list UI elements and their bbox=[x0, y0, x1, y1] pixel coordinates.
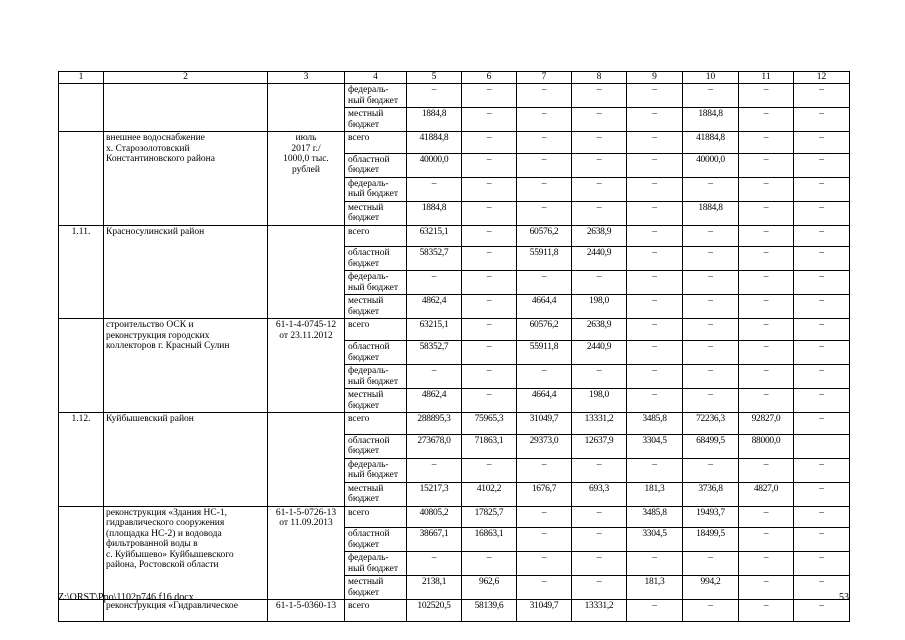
amount-cell: – bbox=[462, 319, 517, 341]
amount-cell: 2638,9 bbox=[572, 225, 627, 247]
funding-source-cell: областной бюджет bbox=[345, 528, 407, 552]
amount-cell: – bbox=[739, 177, 794, 201]
amount-cell: 60576,2 bbox=[517, 225, 572, 247]
amount-cell: – bbox=[627, 600, 683, 622]
amount-cell: – bbox=[739, 84, 794, 108]
column-number-9: 9 bbox=[627, 72, 683, 84]
amount-cell: – bbox=[462, 132, 517, 154]
document-details-cell: 61-1-5-0726-13 от 11.09.2013 bbox=[268, 506, 345, 600]
amount-cell: – bbox=[739, 600, 794, 622]
amount-cell: – bbox=[572, 506, 627, 528]
amount-cell: – bbox=[462, 225, 517, 247]
amount-cell: 63215,1 bbox=[407, 225, 462, 247]
document-details-cell: 61-1-4-0745-12 от 23.11.2012 bbox=[268, 319, 345, 413]
amount-cell: – bbox=[627, 132, 683, 154]
amount-cell: – bbox=[517, 84, 572, 108]
amount-cell: 71863,1 bbox=[462, 434, 517, 458]
amount-cell: 2440,9 bbox=[572, 247, 627, 271]
amount-cell: – bbox=[794, 84, 850, 108]
funding-source-cell: всего bbox=[345, 319, 407, 341]
object-name-cell: Куйбышевский район bbox=[104, 413, 268, 507]
section-number-cell: 1.11. bbox=[59, 225, 104, 319]
amount-cell: 92827,0 bbox=[739, 413, 794, 435]
amount-cell: – bbox=[794, 153, 850, 177]
amount-cell: – bbox=[794, 132, 850, 154]
amount-cell: 60576,2 bbox=[517, 319, 572, 341]
object-name-cell: внешнее водоснабжение х. Старозолотовский Константиновского района bbox=[104, 132, 268, 226]
amount-cell: – bbox=[794, 482, 850, 506]
amount-cell: – bbox=[794, 177, 850, 201]
amount-cell: – bbox=[794, 319, 850, 341]
funding-source-cell: местный бюджет bbox=[345, 201, 407, 225]
amount-cell: 41884,8 bbox=[407, 132, 462, 154]
amount-cell: – bbox=[462, 389, 517, 413]
funding-source-cell: всего bbox=[345, 506, 407, 528]
amount-cell: 102520,5 bbox=[407, 600, 462, 622]
table-row bbox=[59, 506, 850, 528]
amount-cell: 3304,5 bbox=[627, 528, 683, 552]
section-number-cell bbox=[59, 84, 104, 132]
amount-cell: 3485,8 bbox=[627, 413, 683, 435]
amount-cell: – bbox=[739, 458, 794, 482]
amount-cell: – bbox=[794, 341, 850, 365]
amount-cell: 2440,9 bbox=[572, 341, 627, 365]
amount-cell: – bbox=[794, 201, 850, 225]
column-number-11: 11 bbox=[739, 72, 794, 84]
amount-cell: – bbox=[572, 458, 627, 482]
section-number-cell: 1.12. bbox=[59, 413, 104, 507]
column-number-10: 10 bbox=[683, 72, 739, 84]
document-details-cell: июль 2017 г./ 1000,0 тыс. рублей bbox=[268, 132, 345, 226]
amount-cell: 962,6 bbox=[462, 576, 517, 600]
amount-cell: – bbox=[572, 132, 627, 154]
amount-cell: 288895,3 bbox=[407, 413, 462, 435]
column-number-8: 8 bbox=[572, 72, 627, 84]
document-details-cell bbox=[268, 413, 345, 507]
amount-cell: – bbox=[572, 201, 627, 225]
amount-cell: – bbox=[627, 108, 683, 132]
table-row bbox=[59, 413, 850, 435]
amount-cell: 12637,9 bbox=[572, 434, 627, 458]
amount-cell: 38667,1 bbox=[407, 528, 462, 552]
amount-cell: 31049,7 bbox=[517, 413, 572, 435]
amount-cell: – bbox=[683, 389, 739, 413]
funding-source-cell: всего bbox=[345, 132, 407, 154]
amount-cell: – bbox=[462, 295, 517, 319]
amount-cell: – bbox=[572, 177, 627, 201]
amount-cell: – bbox=[572, 365, 627, 389]
column-number-1: 1 bbox=[59, 72, 104, 84]
table-body bbox=[59, 84, 850, 622]
amount-cell: 273678,0 bbox=[407, 434, 462, 458]
amount-cell: – bbox=[407, 84, 462, 108]
amount-cell: 58352,7 bbox=[407, 247, 462, 271]
amount-cell: – bbox=[683, 177, 739, 201]
amount-cell: – bbox=[517, 552, 572, 576]
amount-cell: – bbox=[739, 225, 794, 247]
page-number: 53 bbox=[839, 592, 849, 603]
amount-cell: 13331,2 bbox=[572, 413, 627, 435]
section-number-cell bbox=[59, 506, 104, 600]
amount-cell: – bbox=[683, 295, 739, 319]
object-name-cell bbox=[104, 84, 268, 132]
amount-cell: 41884,8 bbox=[683, 132, 739, 154]
amount-cell: – bbox=[517, 108, 572, 132]
amount-cell: 2638,9 bbox=[572, 319, 627, 341]
table-row bbox=[59, 132, 850, 154]
amount-cell: 4862,4 bbox=[407, 389, 462, 413]
amount-cell: 1884,8 bbox=[407, 108, 462, 132]
amount-cell: 17825,7 bbox=[462, 506, 517, 528]
amount-cell: – bbox=[739, 295, 794, 319]
amount-cell: – bbox=[407, 458, 462, 482]
amount-cell: – bbox=[739, 576, 794, 600]
amount-cell: 181,3 bbox=[627, 482, 683, 506]
amount-cell: – bbox=[517, 458, 572, 482]
table-row bbox=[59, 84, 850, 108]
table-row bbox=[59, 225, 850, 247]
amount-cell: – bbox=[627, 177, 683, 201]
amount-cell: – bbox=[627, 153, 683, 177]
amount-cell: 4664,4 bbox=[517, 295, 572, 319]
amount-cell: – bbox=[794, 528, 850, 552]
object-name-cell: реконструкция «Гидравлическое bbox=[104, 600, 268, 622]
funding-source-cell: областной бюджет bbox=[345, 341, 407, 365]
funding-source-cell: федераль- ный бюджет bbox=[345, 84, 407, 108]
table-row bbox=[59, 319, 850, 341]
amount-cell: 68499,5 bbox=[683, 434, 739, 458]
amount-cell: 2138,1 bbox=[407, 576, 462, 600]
amount-cell: – bbox=[794, 413, 850, 435]
amount-cell: – bbox=[462, 177, 517, 201]
amount-cell: 1676,7 bbox=[517, 482, 572, 506]
amount-cell: – bbox=[739, 552, 794, 576]
amount-cell: – bbox=[407, 177, 462, 201]
object-name-cell: реконструкция «Здания НС-1, гидравлического сооружения (площадка НС-2) и водовода фильтрованной воды в с. Куйбышево» Куйбышевского района, Ростовской области bbox=[104, 506, 268, 600]
budget-table bbox=[58, 71, 850, 622]
funding-source-cell: федераль- ный бюджет bbox=[345, 177, 407, 201]
amount-cell: – bbox=[794, 458, 850, 482]
funding-source-cell: местный бюджет bbox=[345, 482, 407, 506]
funding-source-cell: федераль- ный бюджет bbox=[345, 271, 407, 295]
amount-cell: – bbox=[407, 552, 462, 576]
amount-cell: 18499,5 bbox=[683, 528, 739, 552]
amount-cell: – bbox=[572, 528, 627, 552]
amount-cell: – bbox=[407, 271, 462, 295]
amount-cell: – bbox=[627, 84, 683, 108]
amount-cell: – bbox=[627, 271, 683, 295]
object-name-cell: строительство ОСК и реконструкция городских коллекторов г. Красный Сулин bbox=[104, 319, 268, 413]
amount-cell: – bbox=[739, 201, 794, 225]
amount-cell: 13331,2 bbox=[572, 600, 627, 622]
amount-cell: 88000,0 bbox=[739, 434, 794, 458]
amount-cell: – bbox=[572, 271, 627, 295]
amount-cell: 19493,7 bbox=[683, 506, 739, 528]
amount-cell: – bbox=[627, 365, 683, 389]
amount-cell: – bbox=[739, 506, 794, 528]
section-number-cell bbox=[59, 132, 104, 226]
amount-cell: – bbox=[572, 576, 627, 600]
amount-cell: – bbox=[739, 153, 794, 177]
amount-cell: 3485,8 bbox=[627, 506, 683, 528]
section-number-cell bbox=[59, 600, 104, 622]
amount-cell: 1884,8 bbox=[407, 201, 462, 225]
amount-cell: – bbox=[739, 365, 794, 389]
amount-cell: 75965,3 bbox=[462, 413, 517, 435]
amount-cell: – bbox=[517, 153, 572, 177]
amount-cell: – bbox=[462, 84, 517, 108]
funding-source-cell: областной бюджет bbox=[345, 153, 407, 177]
amount-cell: – bbox=[794, 389, 850, 413]
amount-cell: – bbox=[517, 177, 572, 201]
amount-cell: 4862,4 bbox=[407, 295, 462, 319]
amount-cell: 198,0 bbox=[572, 389, 627, 413]
amount-cell: 58139,6 bbox=[462, 600, 517, 622]
amount-cell: – bbox=[462, 341, 517, 365]
amount-cell: 31049,7 bbox=[517, 600, 572, 622]
funding-source-cell: местный бюджет bbox=[345, 108, 407, 132]
document-details-cell: 61-1-5-0360-13 bbox=[268, 600, 345, 622]
file-path: Z:\ORST\Ppo\1102p746.f16.docx bbox=[58, 592, 194, 603]
funding-source-cell: всего bbox=[345, 413, 407, 435]
column-number-5: 5 bbox=[407, 72, 462, 84]
amount-cell: – bbox=[739, 132, 794, 154]
amount-cell: – bbox=[794, 506, 850, 528]
amount-cell: – bbox=[462, 271, 517, 295]
amount-cell: 55911,8 bbox=[517, 247, 572, 271]
amount-cell: – bbox=[517, 201, 572, 225]
amount-cell: 198,0 bbox=[572, 295, 627, 319]
amount-cell: 4827,0 bbox=[739, 482, 794, 506]
amount-cell: – bbox=[683, 458, 739, 482]
table-row bbox=[59, 600, 850, 622]
column-number-4: 4 bbox=[345, 72, 407, 84]
amount-cell: 40000,0 bbox=[683, 153, 739, 177]
amount-cell: – bbox=[462, 458, 517, 482]
funding-source-cell: федераль- ный бюджет bbox=[345, 365, 407, 389]
amount-cell: – bbox=[683, 552, 739, 576]
amount-cell: – bbox=[739, 319, 794, 341]
column-number-6: 6 bbox=[462, 72, 517, 84]
funding-source-cell: областной бюджет bbox=[345, 434, 407, 458]
amount-cell: – bbox=[683, 341, 739, 365]
amount-cell: – bbox=[794, 600, 850, 622]
amount-cell: 1884,8 bbox=[683, 108, 739, 132]
funding-source-cell: областной бюджет bbox=[345, 247, 407, 271]
column-number-row bbox=[59, 72, 850, 84]
amount-cell: – bbox=[683, 225, 739, 247]
amount-cell: 16863,1 bbox=[462, 528, 517, 552]
amount-cell: – bbox=[517, 271, 572, 295]
amount-cell: – bbox=[794, 295, 850, 319]
amount-cell: 40805,2 bbox=[407, 506, 462, 528]
amount-cell: – bbox=[627, 319, 683, 341]
amount-cell: – bbox=[627, 225, 683, 247]
column-number-12: 12 bbox=[794, 72, 850, 84]
amount-cell: – bbox=[517, 576, 572, 600]
amount-cell: – bbox=[683, 84, 739, 108]
amount-cell: – bbox=[462, 552, 517, 576]
amount-cell: – bbox=[739, 108, 794, 132]
amount-cell: – bbox=[517, 132, 572, 154]
amount-cell: – bbox=[739, 271, 794, 295]
funding-source-cell: федераль- ный бюджет bbox=[345, 458, 407, 482]
amount-cell bbox=[794, 434, 850, 458]
amount-cell: 72236,3 bbox=[683, 413, 739, 435]
amount-cell: 181,3 bbox=[627, 576, 683, 600]
amount-cell: – bbox=[462, 247, 517, 271]
amount-cell: – bbox=[683, 271, 739, 295]
amount-cell: – bbox=[462, 201, 517, 225]
amount-cell: 63215,1 bbox=[407, 319, 462, 341]
funding-source-cell: местный бюджет bbox=[345, 389, 407, 413]
amount-cell: – bbox=[462, 108, 517, 132]
column-number-2: 2 bbox=[104, 72, 268, 84]
amount-cell: – bbox=[627, 295, 683, 319]
amount-cell: – bbox=[794, 247, 850, 271]
amount-cell: – bbox=[683, 247, 739, 271]
amount-cell: 4102,2 bbox=[462, 482, 517, 506]
funding-source-cell: всего bbox=[345, 225, 407, 247]
amount-cell: – bbox=[794, 225, 850, 247]
funding-source-cell: местный бюджет bbox=[345, 576, 407, 600]
amount-cell: – bbox=[517, 528, 572, 552]
amount-cell: 693,3 bbox=[572, 482, 627, 506]
amount-cell: – bbox=[627, 458, 683, 482]
amount-cell: – bbox=[739, 528, 794, 552]
amount-cell: – bbox=[794, 108, 850, 132]
funding-source-cell: федераль- ный бюджет bbox=[345, 552, 407, 576]
amount-cell: – bbox=[683, 365, 739, 389]
amount-cell: – bbox=[794, 365, 850, 389]
amount-cell: – bbox=[683, 600, 739, 622]
document-details-cell bbox=[268, 225, 345, 319]
document-details-cell bbox=[268, 84, 345, 132]
column-number-7: 7 bbox=[517, 72, 572, 84]
amount-cell: 55911,8 bbox=[517, 341, 572, 365]
amount-cell: – bbox=[627, 201, 683, 225]
amount-cell: 3304,5 bbox=[627, 434, 683, 458]
amount-cell: – bbox=[517, 365, 572, 389]
funding-source-cell: местный бюджет bbox=[345, 295, 407, 319]
amount-cell: – bbox=[683, 319, 739, 341]
amount-cell: 3736,8 bbox=[683, 482, 739, 506]
amount-cell: – bbox=[572, 84, 627, 108]
amount-cell: 994,2 bbox=[683, 576, 739, 600]
amount-cell: – bbox=[794, 552, 850, 576]
amount-cell: 15217,3 bbox=[407, 482, 462, 506]
amount-cell: – bbox=[462, 365, 517, 389]
funding-source-cell: всего bbox=[345, 600, 407, 622]
amount-cell: 1884,8 bbox=[683, 201, 739, 225]
amount-cell: – bbox=[572, 153, 627, 177]
amount-cell: – bbox=[627, 389, 683, 413]
amount-cell: 58352,7 bbox=[407, 341, 462, 365]
amount-cell: – bbox=[739, 247, 794, 271]
amount-cell: – bbox=[627, 341, 683, 365]
amount-cell: – bbox=[627, 247, 683, 271]
column-number-3: 3 bbox=[268, 72, 345, 84]
amount-cell: – bbox=[572, 108, 627, 132]
amount-cell: – bbox=[794, 576, 850, 600]
amount-cell: 29373,0 bbox=[517, 434, 572, 458]
amount-cell: – bbox=[407, 365, 462, 389]
amount-cell: – bbox=[517, 506, 572, 528]
amount-cell: – bbox=[627, 552, 683, 576]
amount-cell: 4664,4 bbox=[517, 389, 572, 413]
object-name-cell: Красносулинский район bbox=[104, 225, 268, 319]
amount-cell: – bbox=[794, 271, 850, 295]
amount-cell: – bbox=[739, 389, 794, 413]
amount-cell: – bbox=[462, 153, 517, 177]
amount-cell: – bbox=[739, 341, 794, 365]
amount-cell: 40000,0 bbox=[407, 153, 462, 177]
amount-cell: – bbox=[572, 552, 627, 576]
section-number-cell bbox=[59, 319, 104, 413]
